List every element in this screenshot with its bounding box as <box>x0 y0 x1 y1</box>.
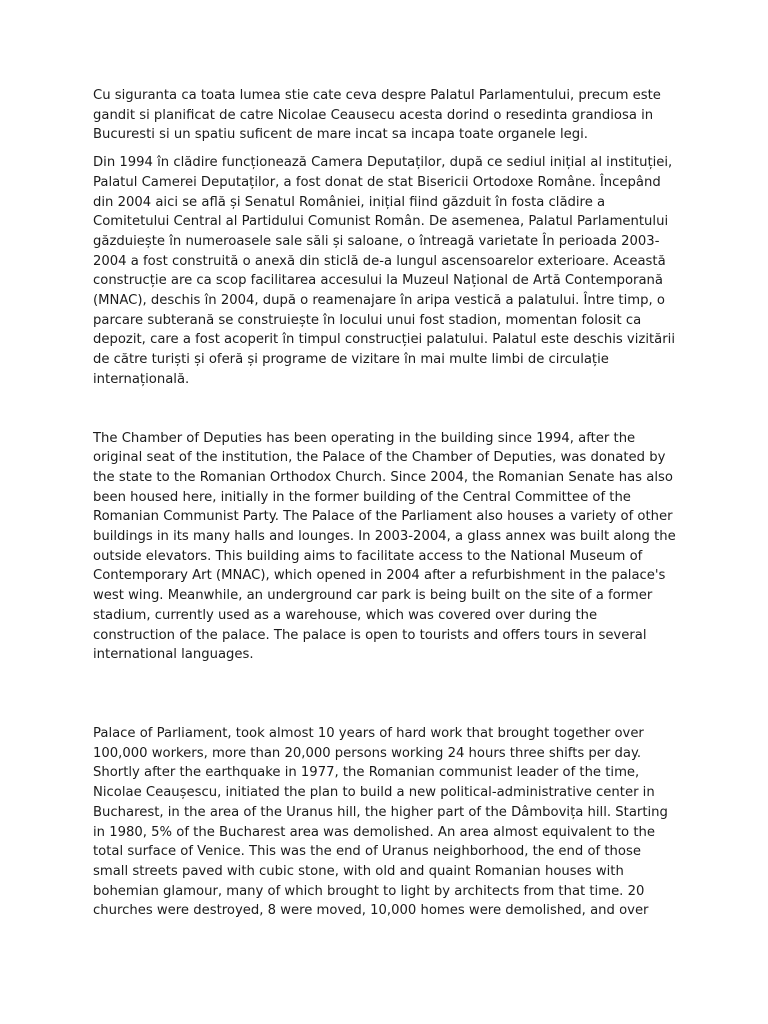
paragraph-history-romanian: Din 1994 în clădire funcționează Camera Deputaților, după ce sediul inițial al instituției, Palatul Camerei Deputaților, a fost donat de stat Bisericii Ortodoxe Române. Începând din 2004 aici se află și Senatul României, inițial fiind găzduit în fosta clădire a Comitetului Central al Partidului Comunist Român. De asemenea, Palatul Parlamentului găzduiește în numeroasele sale săli și saloane, o întreagă varietate În perioada 2003-2004 a fost construită o anexă din sticlă de-a lungul ascensoarelor exterioare. Această construcție are ca scop facilitarea accesului la Muzeul Național de Artă Contemporană (MNAC), deschis în 2004, după o reamenajare în aripa vestică a palatului. Între timp, o parcare subterană se construiește în locului unui fost stadion, momentan folosit ca depozit, care a fost acoperit în timpul construcției palatului. Palatul este deschis vizitării de către turiști și oferă și programe de vizitare în mai multe limbi de circulație internațională. <box>93 155 675 387</box>
paragraph-intro-romanian: Cu siguranta ca toata lumea stie cate ceva despre Palatul Parlamentului, precum este gandit si planificat de catre Nicolae Ceausecu acesta dorind o resedinta grandiosa in Bucuresti si un spatiu suficent de mare incat sa incapa toate organele legi. <box>93 88 661 143</box>
document-body <box>93 86 678 921</box>
paragraph-construction-english: Palace of Parliament, took almost 10 years of hard work that brought together over 100,000 workers, more than 20,000 persons working 24 hours three shifts per day. Shortly after the earthquake in 1977, the Romanian communist leader of the time, Nicolae Ceaușescu, initiated the plan to build a new political-administrative center in Bucharest, in the area of the Uranus hill, the higher part of the Dâmbovița hill. Starting in 1980, 5% of the Bucharest area was demolished. An area almost equivalent to the total surface of Venice. This was the end of Uranus neighborhood, the end of those small streets paved with cubic stone, with old and quaint Romanian houses with bohemian glamour, many of which brought to light by architects from that time. 20 churches were destroyed, 8 were moved, 10,000 homes were demolished, and over <box>93 725 668 919</box>
paragraph-history-english: The Chamber of Deputies has been operating in the building since 1994, after the original seat of the institution, the Palace of the Chamber of Deputies, was donated by the state to the Romanian Orthodox Church. Since 2004, the Romanian Senate has also been housed here, initially in the former building of the Central Committee of the Romanian Communist Party. The Palace of the Parliament also houses a variety of other buildings in its many halls and lounges. In 2003-2004, a glass annex was built along the outside elevators. This building aims to facilitate access to the National Museum of Contemporary Art (MNAC), which opened in 2004 after a refurbishment in the palace's west wing. Meanwhile, an underground car park is being built on the site of a former stadium, currently used as a warehouse, which was covered over during the construction of the palace. The palace is open to tourists and offers tours in several international languages. <box>93 430 676 663</box>
